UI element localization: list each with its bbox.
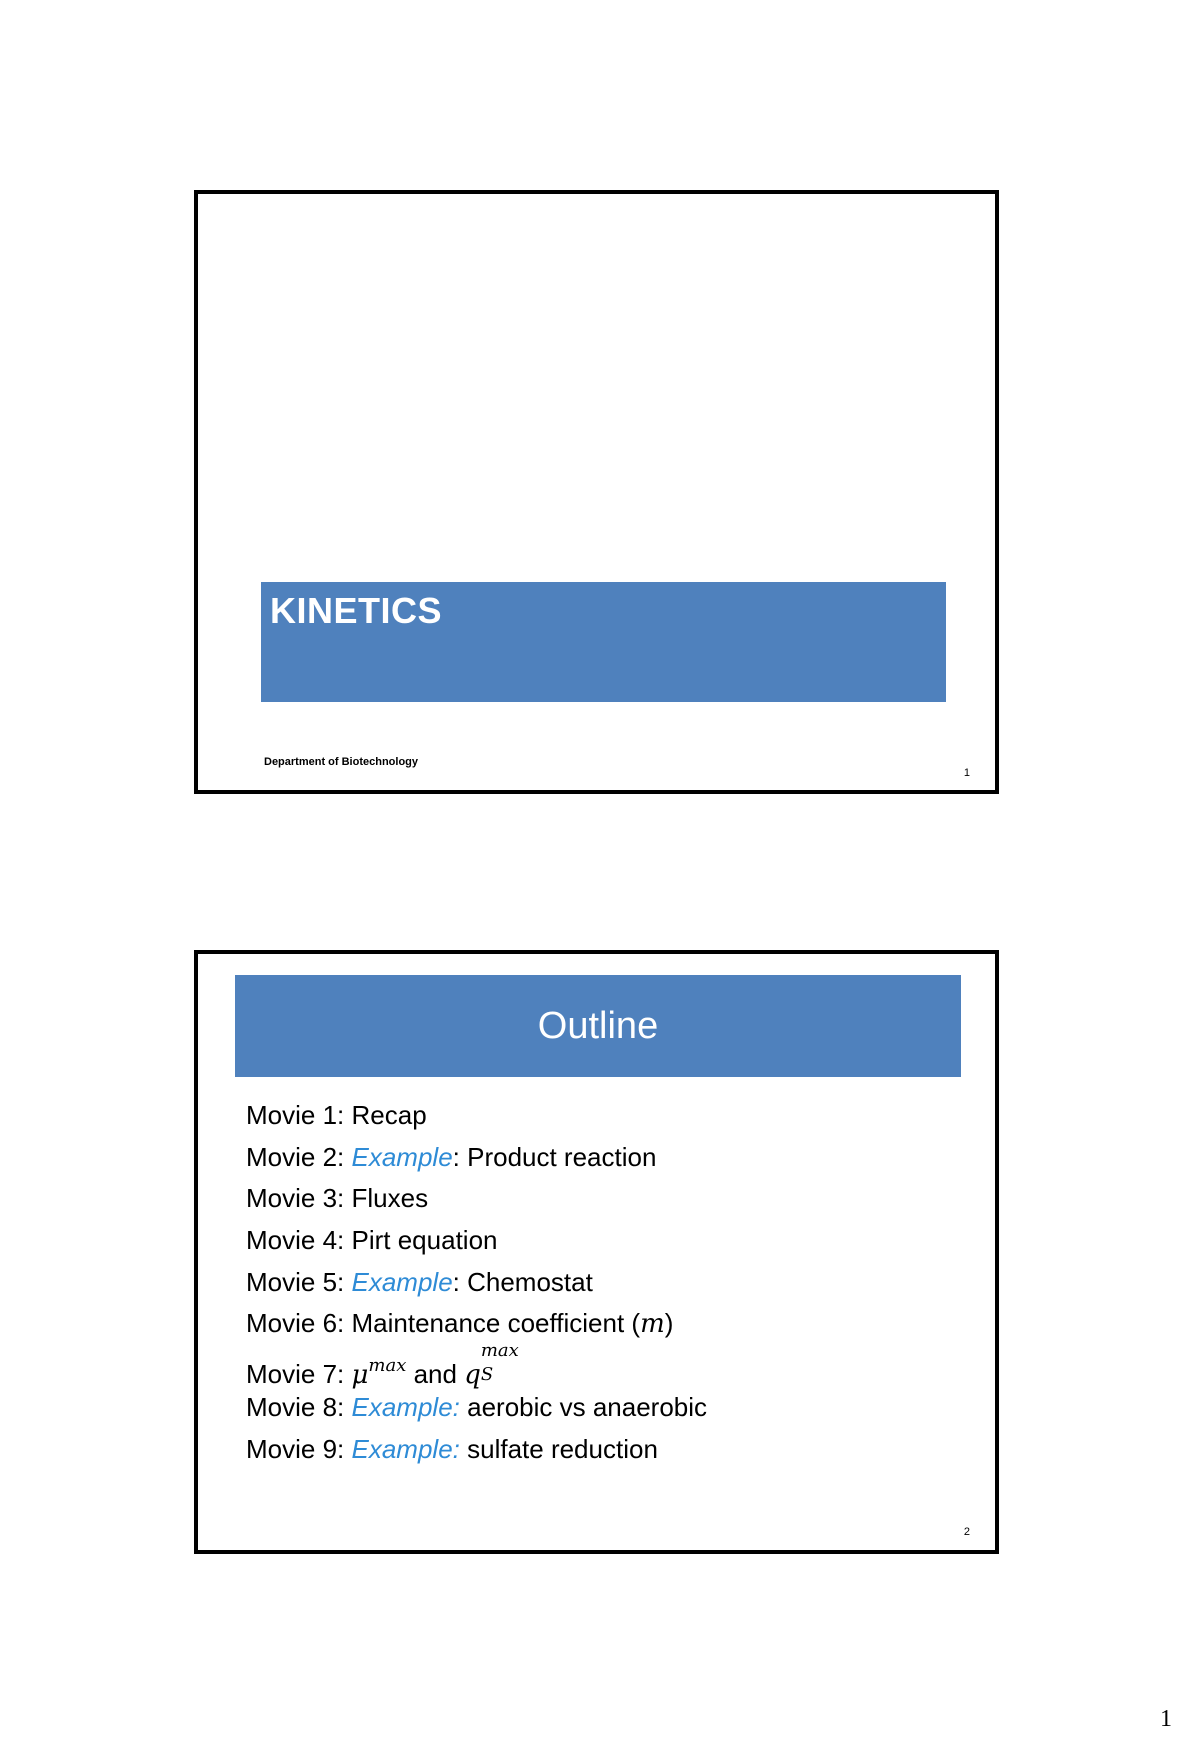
- movie-title: Fluxes: [351, 1183, 429, 1214]
- example-label: Example: [351, 1141, 453, 1172]
- list-item: [246, 1137, 707, 1179]
- q-superscript: max: [480, 1340, 519, 1362]
- outline-banner: [235, 975, 961, 1077]
- list-item: [246, 1303, 707, 1345]
- separator: :: [452, 1141, 468, 1172]
- mu-superscript: max: [368, 1355, 407, 1377]
- slide-1: [194, 190, 999, 794]
- slide-page-number: 2: [963, 1526, 970, 1538]
- list-item: [246, 1178, 707, 1220]
- movie-prefix: Movie 7:: [246, 1359, 352, 1390]
- movie-title: Pirt equation: [351, 1225, 498, 1256]
- movie-prefix: Movie 2:: [246, 1141, 352, 1172]
- list-item: [246, 1387, 707, 1429]
- movie-prefix: Movie 5:: [246, 1266, 352, 1297]
- q-indices: [480, 1340, 533, 1386]
- q-symbol: q: [464, 1360, 481, 1391]
- movie-title: Recap: [351, 1100, 427, 1130]
- q-subscript: S: [480, 1364, 494, 1386]
- slide-page-number: 1: [963, 767, 970, 779]
- movie-prefix: Movie 4:: [246, 1225, 352, 1256]
- movie-prefix: Movie 9:: [246, 1433, 352, 1464]
- list-item: [246, 1220, 707, 1262]
- list-item: [246, 1262, 707, 1304]
- movie-title: Product reaction: [467, 1141, 657, 1172]
- mu-symbol: μ: [351, 1360, 369, 1391]
- movie-title: aerobic vs anaerobic: [459, 1391, 708, 1422]
- example-label: Example: [351, 1266, 453, 1297]
- outline-title: Outline: [537, 1004, 659, 1047]
- example-label: Example:: [351, 1433, 460, 1464]
- movie-list: [246, 1095, 707, 1470]
- list-item: [246, 1429, 707, 1471]
- movie-title: Maintenance coefficient (: [351, 1308, 641, 1339]
- sheet-page-number: 1: [1160, 1706, 1172, 1732]
- separator: :: [452, 1266, 468, 1297]
- math-symbol: m: [640, 1309, 665, 1340]
- movie-suffix: ): [664, 1308, 674, 1339]
- movie-prefix: Movie 1:: [246, 1100, 352, 1130]
- movie-title: Chemostat: [467, 1266, 593, 1297]
- movie-prefix: Movie 8:: [246, 1391, 352, 1422]
- conjunction: and: [406, 1359, 465, 1390]
- title-banner: [261, 582, 946, 702]
- example-label: Example:: [351, 1391, 460, 1422]
- movie-prefix: Movie 3:: [246, 1183, 352, 1214]
- list-item: [246, 1095, 707, 1137]
- movie-title: sulfate reduction: [459, 1433, 658, 1464]
- slide-2: [194, 950, 999, 1554]
- slide-title: KINETICS: [270, 590, 443, 631]
- department-footer: Department of Biotechnology: [264, 756, 419, 768]
- movie-prefix: Movie 6:: [246, 1308, 352, 1339]
- list-item: [246, 1340, 707, 1391]
